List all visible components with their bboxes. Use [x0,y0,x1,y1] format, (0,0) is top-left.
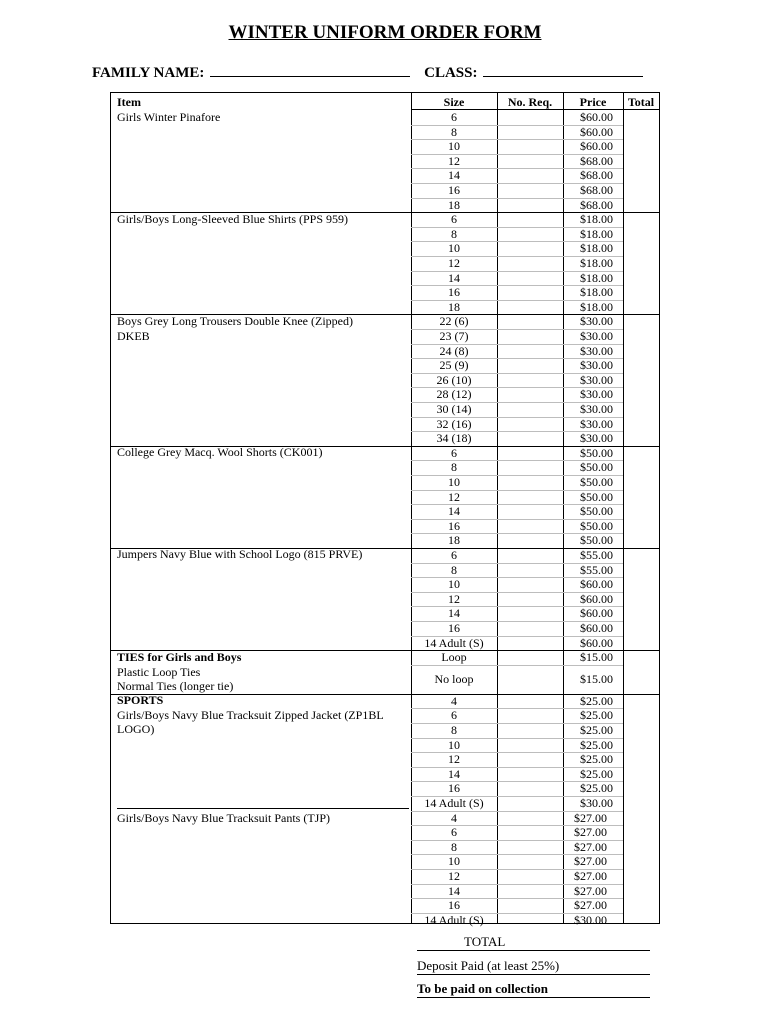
price-cell: $30.00 [580,314,613,329]
item-tracksuit-jacket [117,693,407,737]
table-row [411,460,618,475]
table-row [411,563,618,578]
row-rule [411,563,623,564]
table-row [411,168,618,183]
table-row [411,344,618,359]
price-cell: $50.00 [580,504,613,519]
price-cell: $30.00 [580,796,613,810]
table-row [411,475,618,490]
item-text: Plastic Loop Ties [117,664,201,679]
item-tracksuit-pants [117,811,407,826]
price-cell: $60.00 [580,591,613,606]
item-heading: TIES for Girls and Boys [117,650,242,664]
price-cell: $18.00 [580,299,613,314]
price-cell: $50.00 [580,489,613,504]
size-cell: 14 Adult (S) [424,796,484,810]
size-cell: 10 [448,139,460,154]
table-row [411,811,618,826]
table-row [411,212,618,227]
table-row [411,519,618,534]
price-cell: $18.00 [580,270,613,285]
table-row [411,402,618,417]
row-rule [411,329,623,330]
table-row [411,825,618,840]
table-row [411,183,618,198]
row-rule [411,387,623,388]
price-cell: $50.00 [580,518,613,533]
row-rule [411,227,623,228]
row-rule [411,636,623,637]
item-wool-shorts [117,445,407,460]
table-row [411,285,618,300]
size-cell: 28 (12) [436,387,472,402]
footer-total [417,934,650,951]
size-cell: 18 [448,533,460,548]
price-cell: $68.00 [580,197,613,212]
table-row [411,358,618,373]
table-row [411,125,618,140]
item-text: LOGO) [117,722,155,737]
price-cell: $68.00 [580,168,613,183]
price-cell: $50.00 [580,460,613,475]
size-cell: 23 (7) [439,329,469,343]
price-cell: $25.00 [580,752,613,767]
size-cell: 16 [448,518,460,533]
price-cell: $18.00 [580,256,613,270]
row-rule [411,344,623,345]
table-row [411,417,618,432]
row-rule [411,811,623,812]
class-label: CLASS: [424,65,478,81]
size-cell: 14 [448,270,460,285]
item-grey-trousers [117,314,407,343]
price-cell: $50.00 [580,533,613,548]
price-cell: $18.00 [580,241,613,256]
table-row [411,869,618,884]
size-cell: 30 (14) [436,402,472,416]
price-cell: $30.00 [580,358,613,373]
size-cell: 14 [448,504,460,519]
row-rule [411,665,623,666]
row-rule [111,548,659,549]
price-cell: $60.00 [580,606,613,621]
size-cell: 6 [451,708,457,723]
row-rule [411,183,623,184]
form-title: WINTER UNIFORM ORDER FORM [228,22,542,43]
header-total: Total [627,95,655,109]
price-cell: $60.00 [580,124,613,139]
price-cell: $30.00 [574,912,607,927]
size-cell: 16 [448,781,460,796]
table-row [411,738,618,753]
size-cell: 8 [451,226,457,241]
size-cell: 14 [448,883,460,898]
row-rule [411,300,623,301]
table-row [411,767,618,782]
footer-deposit [417,958,650,975]
family-name-label: FAMILY NAME: [92,65,205,81]
col-divider [623,93,624,923]
header-fields [92,62,643,82]
size-cell: 10 [448,577,460,592]
size-cell: 12 [448,591,460,606]
price-cell: $27.00 [574,869,607,883]
row-rule [411,431,623,432]
table-row [411,636,618,651]
row-rule [411,241,623,242]
price-cell: $50.00 [580,445,613,460]
size-cell: 10 [448,241,460,256]
row-rule [111,694,659,695]
size-cell: 16 [448,285,460,300]
family-name-field[interactable] [210,62,410,77]
price-cell: $60.00 [580,621,613,635]
row-rule [411,256,623,257]
price-cell: $68.00 [580,153,613,168]
item-text: Girls/Boys Long-Sleeved Blue Shirts (PPS 959) [117,212,349,226]
size-cell: 25 (9) [439,358,469,373]
size-cell: No loop [434,671,474,686]
size-cell: 10 [448,737,460,752]
row-rule [411,708,623,709]
price-cell: $60.00 [580,110,613,124]
row-rule [411,796,623,797]
item-text: College Grey Macq. Wool Shorts (CK001) [117,445,323,459]
row-rule [411,752,623,753]
size-cell: 12 [448,752,460,767]
size-cell: 6 [451,548,457,562]
row-rule [111,314,659,315]
table-row [411,650,618,665]
item-text: Normal Ties (longer tie) [117,679,234,694]
size-cell: 16 [448,621,460,635]
row-rule [411,271,623,272]
table-row [411,781,618,796]
table-row [411,665,618,694]
header-size: Size [443,95,465,109]
row-rule [411,723,623,724]
price-cell: $55.00 [580,548,613,562]
row-rule [411,577,623,578]
table-row [411,694,618,709]
size-cell: 6 [451,825,457,840]
item-heading: SPORTS [117,693,164,707]
size-cell: 16 [448,183,460,197]
size-cell: 18 [448,299,460,314]
table-row [411,198,618,213]
row-rule [411,767,623,768]
table-row [411,373,618,388]
row-rule [111,446,659,447]
row-rule [411,738,623,739]
item-text: Girls/Boys Navy Blue Tracksuit Zipped Jacket (ZP1BL [117,707,384,722]
table-row [411,387,618,402]
size-cell: 12 [448,489,460,504]
row-rule [411,913,623,914]
table-row [411,446,618,461]
collection-label: To be paid on collection [417,981,650,998]
row-rule [411,490,623,491]
item-text: Boys Grey Long Trousers Double Knee (Zipped) [117,314,353,328]
size-cell: 12 [448,869,460,883]
price-cell: $18.00 [580,285,613,300]
row-rule [411,168,623,169]
price-cell: $30.00 [580,431,613,446]
table-row [411,533,618,548]
item-jumpers [117,547,407,562]
size-cell: 22 (6) [439,314,469,329]
size-cell: 8 [451,460,457,475]
table-row [411,227,618,242]
table-row [411,110,618,125]
row-rule [411,621,623,622]
size-cell: 6 [451,445,457,460]
row-rule [411,825,623,826]
price-cell: $27.00 [574,854,607,869]
row-rule [411,198,623,199]
row-rule [111,212,659,213]
price-cell: $55.00 [580,562,613,577]
deposit-label: Deposit Paid (at least 25%) [417,958,650,975]
table-row [411,241,618,256]
item-separator [117,808,409,809]
row-rule [411,898,623,899]
table-row [411,898,618,913]
item-text: Girls Winter Pinafore [117,110,221,124]
size-cell: 24 (8) [439,343,469,358]
order-table [110,92,660,927]
table-row [411,154,618,169]
size-cell: 34 (18) [436,431,472,446]
row-rule [411,504,623,505]
size-cell: 8 [451,839,457,854]
price-cell: $15.00 [580,650,613,665]
table-row [411,606,618,621]
price-cell: $27.00 [574,825,607,840]
price-cell: $25.00 [580,708,613,723]
size-cell: 8 [451,124,457,139]
size-cell: 4 [451,810,457,825]
price-cell: $30.00 [580,402,613,416]
table-row [411,256,618,271]
size-cell: 18 [448,197,460,212]
item-blue-shirts [117,212,407,227]
row-rule [411,358,623,359]
table-row [411,723,618,738]
row-rule [411,606,623,607]
price-cell: $30.00 [580,329,613,343]
table-row [411,708,618,723]
table-row [411,329,618,344]
table-row [411,752,618,767]
price-cell: $30.00 [580,372,613,387]
price-cell: $27.00 [574,839,607,854]
size-cell: 8 [451,723,457,737]
price-cell: $50.00 [580,475,613,489]
item-text: Girls/Boys Navy Blue Tracksuit Pants (TJP) [117,811,331,825]
table-row [411,884,618,899]
header-no-req: No. Req. [507,95,553,109]
price-cell: $25.00 [580,693,613,708]
table-row [411,621,618,636]
size-cell: 10 [448,854,460,869]
size-cell: 14 Adult (S) [424,635,484,650]
item-text: Jumpers Navy Blue with School Logo (815 PRVE) [117,547,363,561]
row-rule [411,475,623,476]
table-row [411,314,618,329]
price-cell: $60.00 [580,139,613,154]
table-row [411,840,618,855]
size-cell: 6 [451,212,457,227]
table-row [411,431,618,446]
table-row [411,913,618,928]
size-cell: 4 [451,693,457,708]
row-rule [411,519,623,520]
row-rule [411,285,623,286]
row-rule [411,460,623,461]
row-rule [411,781,623,782]
table-row [411,592,618,607]
table-row [411,271,618,286]
size-cell: 32 (16) [436,416,472,431]
size-cell: 16 [448,898,460,913]
price-cell: $30.00 [580,416,613,431]
price-cell: $18.00 [580,212,613,227]
row-rule [411,869,623,870]
item-ties [117,650,407,694]
price-cell: $25.00 [580,766,613,781]
footer-collection [417,981,650,998]
price-cell: $27.00 [574,898,607,913]
price-cell: $60.00 [580,577,613,592]
total-label: TOTAL [417,934,650,951]
size-cell: 14 [448,766,460,781]
size-cell: 10 [448,475,460,489]
size-cell: 14 Adult (S) [424,912,484,927]
price-cell: $68.00 [580,183,613,197]
price-cell: $18.00 [580,226,613,241]
price-cell: $27.00 [574,883,607,898]
price-cell: $25.00 [580,781,613,796]
table-row [411,577,618,592]
table-row [411,139,618,154]
row-rule [411,840,623,841]
price-cell: $30.00 [580,387,613,402]
item-text: DKEB [117,328,150,343]
row-rule [111,650,659,651]
size-cell: 6 [451,110,457,124]
price-cell: $27.00 [574,810,607,825]
row-rule [411,884,623,885]
price-cell: $15.00 [580,671,613,686]
row-rule [411,154,623,155]
header-item: Item [117,95,141,109]
table-row [411,300,618,315]
size-cell: 26 (10) [436,372,472,387]
price-cell: $30.00 [580,343,613,358]
table-row [411,490,618,505]
price-cell: $60.00 [580,635,613,650]
row-rule [411,402,623,403]
size-cell: 14 [448,606,460,621]
table-row [411,854,618,869]
header-price: Price [579,95,607,109]
row-rule [411,417,623,418]
row-rule [411,373,623,374]
class-field[interactable] [483,62,643,77]
price-cell: $25.00 [580,723,613,737]
row-rule [411,125,623,126]
table-row [411,504,618,519]
row-rule [411,854,623,855]
price-cell: $25.00 [580,737,613,752]
row-rule [411,592,623,593]
row-rule [411,139,623,140]
table-row [411,548,618,563]
size-cell: 12 [448,256,460,270]
size-cell: Loop [441,650,467,665]
table-row [411,796,618,811]
size-cell: 8 [451,562,457,577]
row-rule [411,533,623,534]
size-cell: 14 [448,168,460,183]
size-cell: 12 [448,153,460,168]
item-girls-winter-pinafore [117,110,407,125]
